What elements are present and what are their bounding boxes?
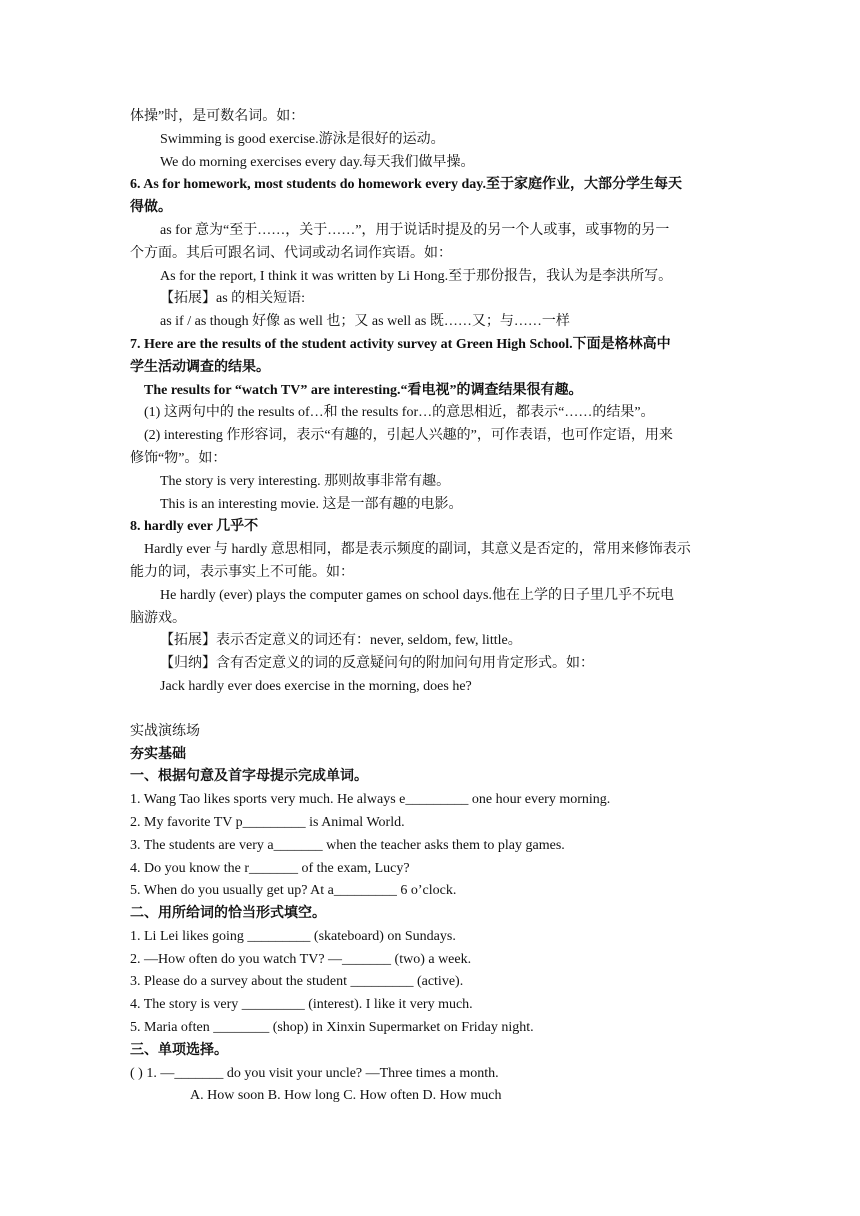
point-heading: 8. hardly ever 几乎不 [130, 519, 259, 535]
example-sentence: This is an interesting movie. 这是一部有趣的电影。 [160, 496, 463, 512]
exercise-item: 4. Do you know the r_______ of the exam, Lucy? [130, 860, 410, 876]
text-line: Hardly ever 与 hardly 意思相同，都是表示频度的副词，其意义是否定的，常用来修饰表示 [144, 542, 691, 558]
text-line: as for 意为“至于……，关于……”，用于说话时提及的另一个人或事，或事物的另一 [160, 222, 670, 238]
exercise-heading: 二、用所给词的恰当形式填空。 [130, 906, 326, 922]
extension-note: 【拓展】表示否定意义的词还有：never, seldom, few, little。 [160, 633, 522, 649]
section-title: 实战演练场 [130, 723, 200, 739]
text-line: as if / as though 好像 as well 也；又 as well as 既……又；与……一样 [160, 314, 570, 330]
text-line: 能力的词，表示事实上不可能。如： [130, 564, 354, 580]
point-heading: 学生活动调查的结果。 [130, 359, 270, 375]
text-line: (1) 这两句中的 the results of…和 the results for…的意思相近，都表示“……的结果”。 [144, 405, 655, 421]
spacer [130, 699, 735, 721]
extension-note: 【拓展】as 的相关短语: [160, 291, 306, 307]
text-line: 个方面。其后可跟名词、代词或动名词作宾语。如： [130, 245, 452, 261]
document-body [130, 106, 735, 1108]
exercise-item: ( ) 1. —_______ do you visit your uncle? —Three times a month. [130, 1065, 499, 1081]
example-sentence: We do morning exercises every day.每天我们做早操。 [160, 154, 475, 170]
exercise-item: 2. —How often do you watch TV? —_______ (two) a week. [130, 951, 472, 967]
exercise-heading: 一、根据句意及首字母提示完成单词。 [130, 769, 368, 785]
exercise-heading: 三、单项选择。 [130, 1042, 228, 1058]
exercise-item: 5. Maria often ________ (shop) in Xinxin Supermarket on Friday night. [130, 1020, 534, 1036]
exercise-item: 1. Li Lei likes going _________ (skateboard) on Sundays. [130, 928, 456, 944]
point-heading: 得做。 [130, 200, 172, 216]
summary-note: 【归纳】含有否定意义的词的反意疑问句的附加问句用肯定形式。如： [160, 656, 594, 672]
example-sentence: He hardly (ever) plays the computer games on school days.他在上学的日子里几乎不玩电 [160, 587, 675, 603]
answer-options: A. How soon B. How long C. How often D. How much [190, 1088, 502, 1104]
example-sentence: As for the report, I think it was written by Li Hong.至于那份报告，我认为是李洪所写。 [160, 268, 673, 284]
exercise-item: 5. When do you usually get up? At a_________ 6 o’clock. [130, 883, 457, 899]
example-sentence: Swimming is good exercise.游泳是很好的运动。 [160, 131, 445, 147]
example-sentence: Jack hardly ever does exercise in the morning, does he? [160, 678, 472, 694]
text-line: 修饰“物”。如： [130, 450, 227, 466]
text-line: (2) interesting 作形容词，表示“有趣的，引起人兴趣的”，可作表语，也可作定语，用来 [144, 428, 673, 444]
exercise-item: 4. The story is very _________ (interest). I like it very much. [130, 997, 473, 1013]
point-heading: 7. Here are the results of the student activity survey at Green High School.下面是格林高中 [130, 336, 671, 352]
text-line: 脑游戏。 [130, 610, 186, 626]
text-line: 体操”时，是可数名词。如： [130, 109, 305, 124]
exercise-item: 3. The students are very a_______ when the teacher asks them to play games. [130, 837, 565, 853]
exercise-item: 1. Wang Tao likes sports very much. He always e_________ one hour every morning. [130, 792, 611, 808]
point-heading: The results for “watch TV” are interesting.“看电视”的调查结果很有趣。 [144, 382, 583, 398]
exercise-item: 3. Please do a survey about the student _________ (active). [130, 974, 464, 990]
section-subtitle: 夯实基础 [130, 746, 186, 762]
point-heading: 6. As for homework, most students do homework every day.至于家庭作业，大部分学生每天 [130, 177, 682, 193]
exercise-item: 2. My favorite TV p_________ is Animal World. [130, 814, 405, 830]
example-sentence: The story is very interesting. 那则故事非常有趣。 [160, 473, 451, 489]
